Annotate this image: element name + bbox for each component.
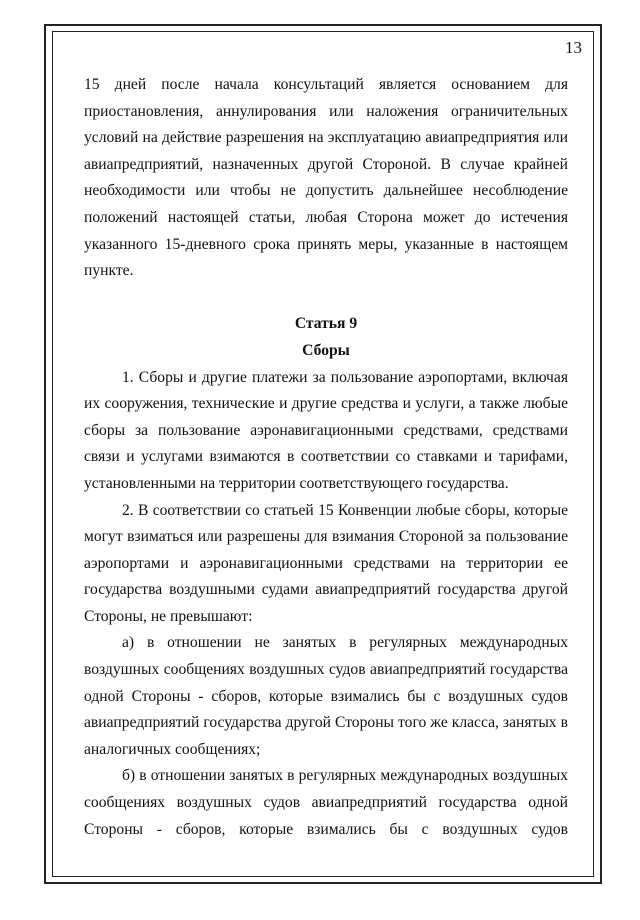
text-line: Стороны - сборов, которые взимались бы с воздушных судов <box>84 820 568 838</box>
text-line: необходимости или чтобы не допустить дальнейшее несоблюдение <box>84 182 568 200</box>
text-line: 15 дней после начала консультаций является основанием для <box>84 76 568 93</box>
text-line: государства воздушными судами авиапредприятий государства другой <box>84 581 568 599</box>
paragraph-2 <box>84 498 568 631</box>
text-line: авиапредприятий государства другой Стороны того же класса, занятых в <box>84 714 568 732</box>
text-line: приостановления, аннулирования или наложения ограничительных <box>84 102 568 120</box>
page-number: 13 <box>565 38 582 57</box>
text-line: их сооружения, технические и другие средства и услуги, а также любые <box>84 395 568 413</box>
text-line: могут взиматься или разрешены для взимания Стороной за пользование <box>84 528 568 546</box>
text-line: аналогичных сообщениях; <box>84 740 261 758</box>
text-line: 2. В соответствии со статьей 15 Конвенции любые сборы, которые <box>122 501 568 519</box>
text-line: указанного 15-дневного срока принять меры, указанные в настоящем <box>84 235 568 253</box>
text-line: воздушных сообщениях воздушных судов авиапредприятий государства <box>84 661 568 679</box>
article-subtitle: Сборы <box>302 341 350 359</box>
text-line: авиапредприятий, назначенных другой Стороной. В случае крайней <box>84 155 568 173</box>
article-title: Статья 9 <box>294 315 358 333</box>
spacer <box>84 285 568 312</box>
text-line: б) в отношении занятых в регулярных международных воздушных <box>122 767 568 785</box>
text-line: Стороны, не превышают: <box>84 607 253 625</box>
text-line: установленными на территории соответствующего государства. <box>84 474 509 492</box>
text-line: 1. Сборы и другие платежи за пользование аэропортами, включая <box>122 368 568 386</box>
text-line: аэропортами и аэронавигационными средствами на территории ее <box>84 554 568 572</box>
text-line: а) в отношении не занятых в регулярных международных <box>122 634 568 652</box>
text-line: пункте. <box>84 262 134 280</box>
subparagraph-a <box>84 630 568 763</box>
text-line: условий на действие разрешения на эксплуатацию авиапредприятия или <box>84 129 568 147</box>
text-line: одной Стороны - сборов, которые взимались бы с воздушных судов <box>84 687 568 705</box>
text-line: связи и услугами взимаются в соответствии со ставками и тарифами, <box>84 448 568 466</box>
subparagraph-b <box>84 763 568 843</box>
paragraph-1 <box>84 365 568 498</box>
document-body <box>84 72 568 843</box>
text-line: сообщениях воздушных судов авиапредприятий государства одной <box>84 794 568 812</box>
text-line: сборы за пользование аэронавигационными средствами, средствами <box>84 421 568 439</box>
paragraph-continuation <box>84 72 568 285</box>
text-line: положений настоящей статьи, любая Сторона может до истечения <box>84 208 568 226</box>
